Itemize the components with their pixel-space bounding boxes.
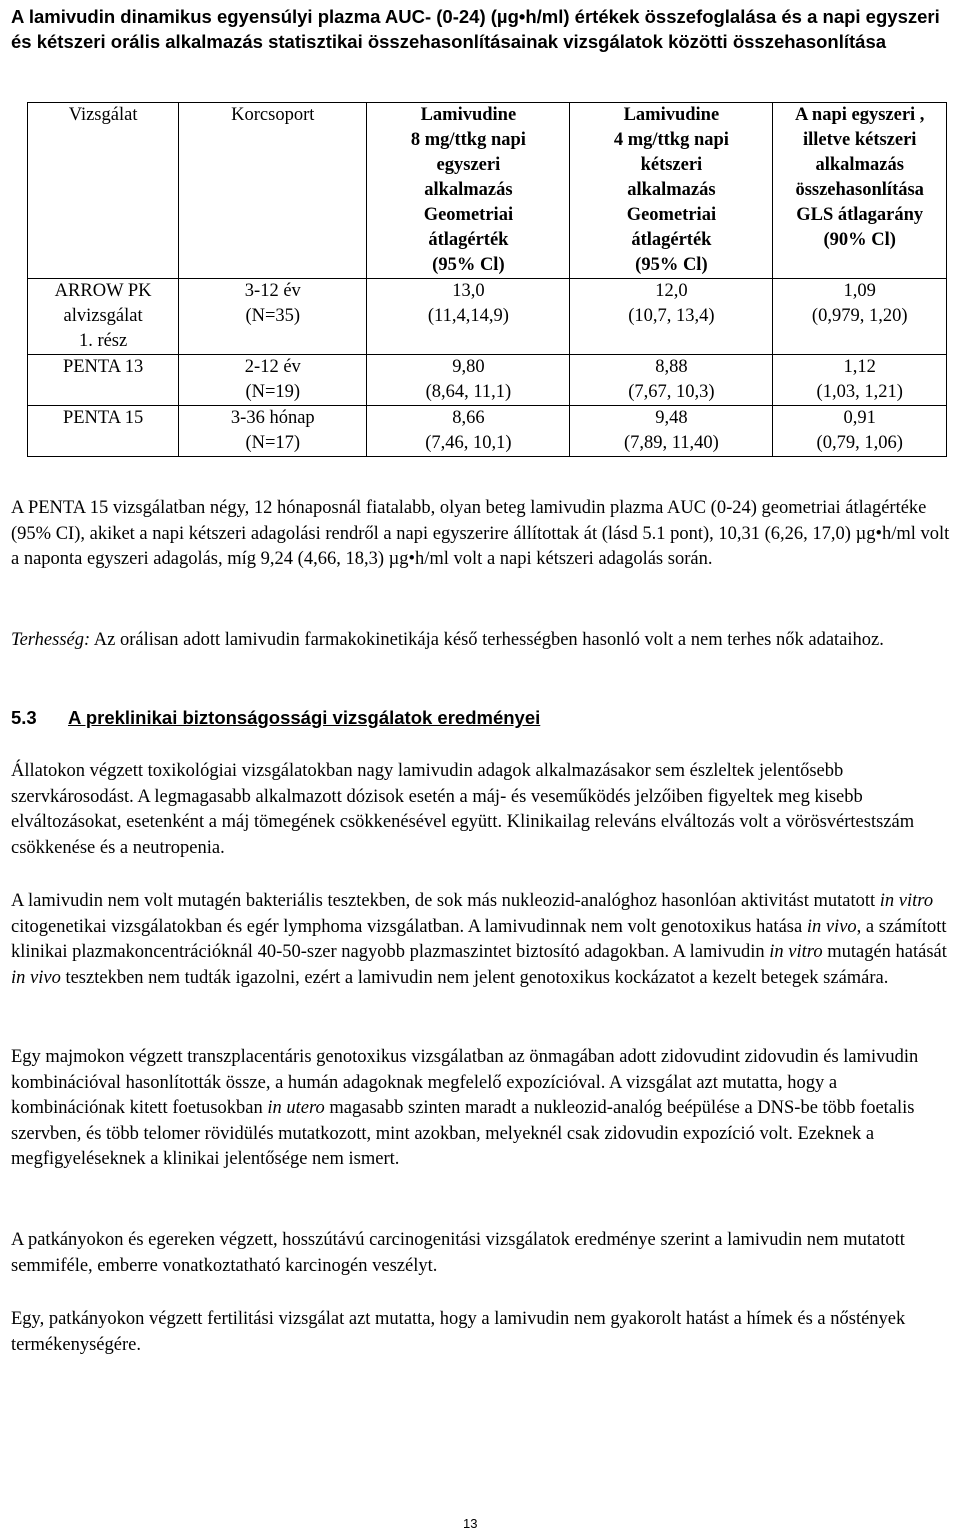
cell-age: 2-12 év (N=19) [179, 355, 367, 406]
cell-study: PENTA 13 [28, 355, 179, 406]
pk-comparison-table [27, 102, 947, 457]
page-number: 13 [463, 1516, 478, 1531]
section-heading: 5.3 A preklinikai biztonságossági vizsgálatok eredményei [11, 707, 541, 728]
table-row [28, 279, 947, 355]
header-ratio: A napi egyszeri , illetve kétszeri alkalmazás összehasonlítása GLS átlagarány (90% Cl) [773, 103, 947, 279]
header-vizsgalat: Vizsgálat [28, 103, 179, 279]
cell-age: 3-12 év (N=35) [179, 279, 367, 355]
cell-twice: 12,0 (10,7, 13,4) [570, 279, 773, 355]
cell-twice: 8,88 (7,67, 10,3) [570, 355, 773, 406]
monkey-study-paragraph: Egy majmokon végzett transzplacentáris genotoxikus vizsgálatban az önmagában adott zidovudint zidovudin és lamivudin kombinációval hasonlították össze, a humán adagoknak megfelelő expozícióval. A vizsgálat azt mutatta, hogy a kombinációnak kitett foetusokban in utero magasabb szinten maradt a nukleozid-analóg beépülése a DNS-be több foetalis szervben, és több telomer rövidülés mutatkozott, mint azokban, melyeknél csak zidovudin expozíció volt. Ezeknek a megfigyeléseknek a klinikai jelentősége nem ismert. [11, 1047, 919, 1169]
table-row [28, 406, 947, 457]
cell-ratio: 1,12 (1,03, 1,21) [773, 355, 947, 406]
penta15-paragraph: A PENTA 15 vizsgálatban négy, 12 hónaposnál fiatalabb, olyan beteg lamivudin plazma AUC (0-24) geometriai átlagértéke (95% CI), akiket a napi kétszeri adagolási rendről a napi egyszerire állítottak át (lásd 5.1 pont), 10,31 (6,26, 17,0) µg•h/ml volt a naponta egyszeri adagolás, míg 9,24 (4,66, 18,3) µg•h/ml volt a napi kétszeri adagolás során. [11, 498, 950, 569]
cell-twice: 9,48 (7,89, 11,40) [570, 406, 773, 457]
toxicology-paragraph: Állatokon végzett toxikológiai vizsgálatokban nagy lamivudin adagok alkalmazásakor sem észleltek jelentősebb szervkárosodást. A legmagasabb alkalmazott dózisok esetén a máj- és veseműködés jelzőiben figyeltek meg kisebb elváltozásokat, esetenként a máj tömegének csökkenésével együtt. Klinikailag releváns elváltozás volt a vörösvértestszám csökkenése és a neutropenia. [11, 761, 915, 858]
table-header-row [28, 103, 947, 279]
document-title: A lamivudin dinamikus egyensúlyi plazma AUC- (0-24) (µg•h/ml) értékek összefoglalása és a napi egyszeri és kétszeri orális alkalmazás statisztikai összehasonlításainak vizsgálatok közötti összehasonlítása [11, 6, 940, 52]
header-twice-daily: Lamivudine 4 mg/ttkg napi kétszeri alkalmazás Geometriai átlagérték (95% Cl) [570, 103, 773, 279]
cell-ratio: 1,09 (0,979, 1,20) [773, 279, 947, 355]
header-once-daily: Lamivudine 8 mg/ttkg napi egyszeri alkalmazás Geometriai átlagérték (95% Cl) [367, 103, 570, 279]
cell-ratio: 0,91 (0,79, 1,06) [773, 406, 947, 457]
header-korcsoport: Korcsoport [179, 103, 367, 279]
pregnancy-label: Terhesség: [11, 630, 91, 650]
fertility-paragraph: Egy, patkányokon végzett fertilitási vizsgálat azt mutatta, hogy a lamivudin nem gyakorolt hatást a hímek és a nőstények termékenységére. [11, 1309, 906, 1355]
cell-age: 3-36 hónap (N=17) [179, 406, 367, 457]
cell-study: ARROW PK alvizsgálat 1. rész [28, 279, 179, 355]
cell-study: PENTA 15 [28, 406, 179, 457]
cell-once: 13,0 (11,4,14,9) [367, 279, 570, 355]
pregnancy-paragraph: Terhesség: Az orálisan adott lamivudin farmakokinetikája késő terhességben hasonló volt a nem terhes nők adataihoz. [11, 630, 884, 650]
carcinogenicity-paragraph: A patkányokon és egereken végzett, hosszútávú carcinogenitási vizsgálatok eredménye szerint a lamivudin nem mutatott semmiféle, emberre vonatkoztatható karcinogén veszélyt. [11, 1230, 905, 1276]
cell-once: 8,66 (7,46, 10,1) [367, 406, 570, 457]
cell-once: 9,80 (8,64, 11,1) [367, 355, 570, 406]
mutagenicity-paragraph: A lamivudin nem volt mutagén bakteriális tesztekben, de sok más nukleozid-analóghoz hasonlóan aktivitást mutatott in vitro citogenetikai vizsgálatokban és egér lymphoma vizsgálatban. A lamivudinnak nem volt genotoxikus hatása in vivo, a számított klinikai plazmakoncentrációknál 40-50-szer nagyobb plazmaszintet biztosító adagokban. A lamivudin in vitro mutagén hatását in vivo tesztekben nem tudták igazolni, ezért a lamivudin nem jelent genotoxikus kockázatot a kezelt betegek számára. [11, 891, 947, 988]
table-row [28, 355, 947, 406]
